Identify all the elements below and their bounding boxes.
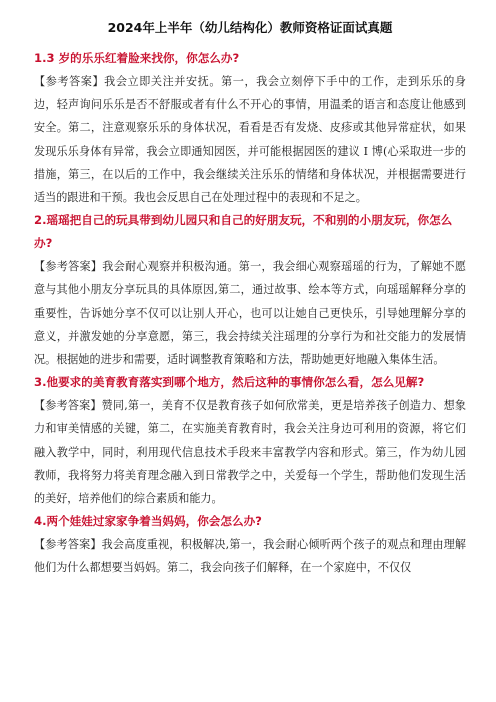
answer-3: 【参考答案】赞同,第一，美育不仅是教育孩子如何欣常美，更是培养孩子创造力、想象力和审美情感的关键，第二，在实施美育教育时，我会关注身边可利用的资源，将它们融入教学中，同时，利用现代信息技术手段来丰富教学内容和形式。第三，作为幼儿园教师，我将努力将美育理念融入到日常教学之中，关爱每一个学生，帮助他们发现生活的美好，培养他们的综合素质和能力。: [34, 399, 466, 506]
question-2: 2.瑶瑶把自己的玩具带到幼儿园只和自己的好朋友玩，不和别的小朋友玩，你怎么办?: [34, 213, 453, 251]
qa-item-3: [34, 371, 466, 510]
question-1: 1.3 岁的乐乐红着脸来找你，你怎么办?: [34, 51, 240, 65]
answer-2: 【参考答案】我会耐心观察并积极沟通。第一，我会细心观察瑶瑶的行为，了解她不愿意与其他小朋友分享玩具的具体原因,第二，通过故事、绘本等方式，向瑶瑶解释分享的重要性，告诉她分享不仅可以让别人开心，也可以让她自己更快乐，引导她理解分享的意义，并激发她的分享意愿，第三，我会持续关注瑶理的分享行为和社交能力的发展情况。根据她的进步和需要，适时调整教育策略和方法，帮助她更好地融入集体生活。: [34, 260, 466, 367]
qa-item-1: [34, 47, 466, 209]
answer-1: 【参考答案】我会立即关注并安抚。第一，我会立刻停下手中的工作，走到乐乐的身边，轻声询问乐乐是否不舒服或者有什么不开心的事情，用温柔的语言和态度让他感到安全。第二，注意观察乐乐的身体状况，看看是否有发烧、皮疹或其他异常症状，如果发现乐乐身体有异常，我会立即通知园医，并可能根据园医的建议 I 博(心采取进一步的措施，第三，在以后的工作中，我会继续关注乐乐的情绪和身体状况，并根据需要进行适当的跟进和干预。我也会反思自己在处理过程中的表现和不足之。: [34, 75, 466, 205]
document-title: 2024年上半年（幼儿结构化）教师资格证面试真题: [107, 20, 393, 35]
qa-item-2: [34, 209, 466, 371]
qa-item-4: [34, 510, 466, 579]
question-4: 4.两个娃娃过家家争着当妈妈，你会怎么办?: [34, 514, 262, 529]
answer-4: 【参考答案】我会高度重视，积极解决,第一，我会耐心倾听两个孩子的观点和理由理解他们为什么都想要当妈妈。第二，我会向孩子们解释，在一个家庭中，不仅仅: [34, 538, 466, 575]
question-3: 3.他要求的美育教育落实到哪个地方，然后这种的事情你怎么看，怎么见解?: [34, 375, 425, 390]
